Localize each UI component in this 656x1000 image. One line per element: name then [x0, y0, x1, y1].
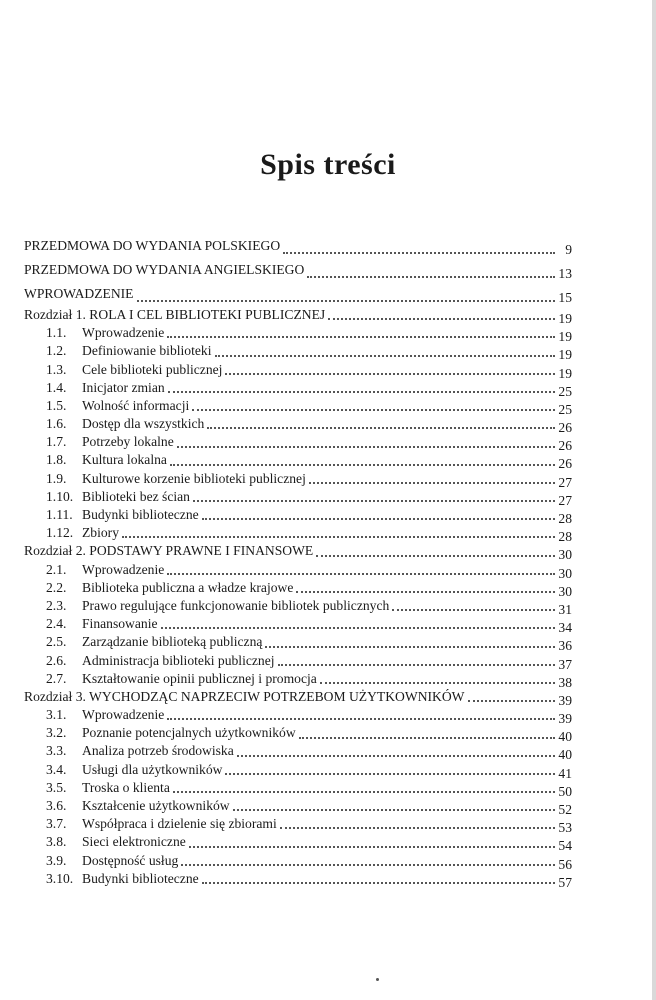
dot-leader: [167, 573, 555, 575]
toc-page-number: 30: [558, 583, 572, 599]
toc-page-number: 37: [558, 656, 572, 672]
toc-page-number: 40: [558, 729, 572, 745]
dot-leader: [177, 446, 555, 448]
section-number: 3.7.: [46, 816, 67, 832]
toc-page-number: 31: [558, 601, 572, 617]
dot-leader: [181, 864, 555, 866]
toc-section: [24, 488, 572, 506]
toc-section: [24, 524, 572, 545]
toc-section: [24, 561, 572, 579]
section-label: Kultura lokalna: [82, 452, 167, 468]
section-label: Troska o klienta: [82, 779, 170, 795]
dot-leader: [225, 373, 555, 375]
section-number: 2.4.: [46, 616, 67, 632]
toc-page-number: 25: [558, 383, 572, 399]
toc-section: [24, 761, 572, 779]
section-number: 3.2.: [46, 725, 67, 741]
toc-section: [24, 797, 572, 818]
section-label: Kształcenie użytkowników: [82, 798, 230, 814]
toc-page-number: 26: [558, 438, 572, 454]
toc-chapter-heading: [24, 306, 572, 324]
section-label: Inicjator zmian: [82, 379, 165, 395]
dot-leader: [137, 300, 556, 302]
toc-section: [24, 324, 572, 345]
section-number: 2.6.: [46, 652, 67, 668]
dot-leader: [189, 846, 555, 848]
toc-section: [24, 415, 572, 436]
toc-page-number: 26: [558, 456, 572, 472]
toc-chapter-label: Rozdział 2. PODSTAWY PRAWNE I FINANSOWE: [24, 543, 314, 559]
section-number: 1.8.: [46, 452, 67, 468]
toc-section: [24, 743, 572, 761]
toc-page-number: 34: [558, 620, 572, 636]
toc-page-number: 15: [558, 290, 572, 305]
section-label: Biblioteka publiczna a władze krajowe: [82, 579, 294, 595]
toc-page-number: 52: [558, 802, 572, 818]
toc-page-number: 39: [558, 711, 572, 727]
toc-page-number: 56: [558, 856, 572, 872]
toc-entry-label: WPROWADZENIE: [24, 286, 134, 301]
section-label: Sieci elektroniczne: [82, 834, 186, 850]
section-number: 1.4.: [46, 379, 67, 395]
toc-entry-label: PRZEDMOWA DO WYDANIA POLSKIEGO: [24, 238, 281, 253]
toc-section: [24, 361, 572, 379]
section-label: Zbiory: [82, 525, 119, 541]
section-number: 2.7.: [46, 670, 67, 686]
section-label: Analiza potrzeb środowiska: [82, 743, 234, 759]
section-label: Dostęp dla wszystkich: [82, 416, 205, 432]
dot-leader: [193, 500, 555, 502]
toc-page-number: 27: [558, 492, 572, 508]
toc-section: [24, 833, 572, 854]
toc-page-number: 36: [558, 638, 572, 654]
toc-page-number: 19: [558, 365, 572, 381]
dot-leader: [468, 700, 556, 702]
section-number: 3.9.: [46, 852, 67, 868]
toc-page-number: 54: [558, 838, 572, 854]
toc-page-number: 19: [558, 310, 572, 326]
dot-leader: [225, 773, 555, 775]
section-number: 1.6.: [46, 416, 67, 432]
dot-leader: [299, 737, 555, 739]
dot-leader: [173, 791, 555, 793]
section-label: Biblioteki bez ścian: [82, 488, 190, 504]
section-label: Poznanie potencjalnych użytkowników: [82, 725, 296, 741]
toc-section: [24, 470, 572, 488]
section-number: 1.5.: [46, 397, 67, 413]
section-label: Administracja biblioteki publicznej: [82, 652, 275, 668]
dot-leader: [122, 536, 555, 538]
section-number: 2.3.: [46, 597, 67, 613]
toc-page-number: 27: [558, 474, 572, 490]
toc-page-number: 25: [558, 401, 572, 417]
toc-page-number: 38: [558, 674, 572, 690]
section-label: Kulturowe korzenie biblioteki publicznej: [82, 470, 306, 486]
dot-leader: [233, 809, 555, 811]
dot-leader: [265, 646, 555, 648]
section-label: Zarządzanie biblioteką publiczną: [82, 634, 263, 650]
dot-leader: [280, 827, 555, 829]
section-number: 1.9.: [46, 470, 67, 486]
section-number: 2.5.: [46, 634, 67, 650]
section-label: Wprowadzenie: [82, 325, 165, 341]
toc-chapter-heading: [24, 542, 572, 563]
toc-entry-front: [24, 258, 572, 282]
dot-leader: [192, 409, 555, 411]
section-label: Prawo regulujące funkcjonowanie bibliotek publicznych: [82, 597, 390, 613]
section-number: 2.1.: [46, 561, 67, 577]
toc-section: [24, 706, 572, 727]
toc-page-number: 30: [558, 565, 572, 581]
toc-section: [24, 652, 572, 670]
toc-chapter-label: Rozdział 3. WYCHODZĄC NAPRZECIW POTRZEBOM UŻYTKOWNIKÓW: [24, 688, 465, 704]
section-label: Dostępność usług: [82, 852, 179, 868]
page-title: Spis treści: [260, 148, 396, 181]
toc-section: [24, 670, 572, 688]
section-label: Cele biblioteki publicznej: [82, 361, 223, 377]
toc-section: [24, 852, 572, 870]
toc-page-number: 26: [558, 420, 572, 436]
toc-section: [24, 870, 572, 888]
toc-section: [24, 724, 572, 745]
toc-section: [24, 597, 572, 615]
section-number: 1.1.: [46, 325, 67, 341]
section-number: 3.3.: [46, 743, 67, 759]
toc-page-number: 13: [558, 266, 572, 281]
toc-page-number: 19: [558, 329, 572, 345]
toc-section: [24, 397, 572, 415]
table-of-contents: [24, 234, 572, 888]
toc-page-number: 28: [558, 511, 572, 527]
dot-leader: [170, 464, 555, 466]
section-number: 3.4.: [46, 761, 67, 777]
section-label: Usługi dla użytkowników: [82, 761, 223, 777]
dot-leader: [307, 276, 555, 278]
section-number: 1.12.: [46, 525, 74, 541]
dot-leader: [309, 482, 555, 484]
dot-leader: [167, 336, 555, 338]
toc-section: [24, 506, 572, 527]
section-label: Budynki biblioteczne: [82, 870, 199, 886]
toc-page-number: 30: [558, 547, 572, 563]
toc-page-number: 57: [558, 874, 572, 890]
dot-leader: [202, 882, 555, 884]
section-number: 1.10.: [46, 488, 74, 504]
dot-leader: [167, 718, 555, 720]
toc-page-number: 53: [558, 820, 572, 836]
print-speck: [376, 978, 379, 981]
toc-entry-front: [24, 282, 572, 306]
toc-section: [24, 633, 572, 654]
dot-leader: [296, 591, 555, 593]
toc-page-number: 39: [558, 692, 572, 708]
dot-leader: [283, 252, 555, 254]
section-label: Współpraca i dzielenie się zbiorami: [82, 816, 277, 832]
section-label: Budynki biblioteczne: [82, 507, 199, 523]
toc-section: [24, 779, 572, 797]
toc-section: [24, 379, 572, 397]
dot-leader: [237, 755, 555, 757]
dot-leader: [320, 682, 555, 684]
section-label: Wolność informacji: [82, 397, 190, 413]
toc-section: [24, 342, 572, 363]
toc-section: [24, 433, 572, 454]
page-edge: [652, 0, 656, 1000]
toc-page-number: 41: [558, 765, 572, 781]
toc-page-number: 28: [558, 529, 572, 545]
toc-section: [24, 615, 572, 636]
section-label: Definiowanie biblioteki: [82, 343, 212, 359]
dot-leader: [316, 555, 555, 557]
toc-entry-label: PRZEDMOWA DO WYDANIA ANGIELSKIEGO: [24, 262, 305, 277]
toc-page-number: 50: [558, 783, 572, 799]
toc-section: [24, 452, 572, 470]
section-number: 1.7.: [46, 434, 67, 450]
toc-entry-front: [24, 234, 572, 258]
toc-page-number: 9: [565, 242, 572, 257]
section-number: 3.8.: [46, 834, 67, 850]
dot-leader: [207, 427, 555, 429]
section-number: 3.5.: [46, 779, 67, 795]
section-number: 3.6.: [46, 798, 67, 814]
toc-page-number: 19: [558, 347, 572, 363]
section-label: Wprowadzenie: [82, 707, 165, 723]
dot-leader: [168, 391, 555, 393]
dot-leader: [278, 664, 555, 666]
section-number: 1.11.: [46, 507, 73, 523]
dot-leader: [215, 355, 556, 357]
section-label: Wprowadzenie: [82, 561, 165, 577]
dot-leader: [161, 627, 555, 629]
dot-leader: [328, 318, 555, 320]
dot-leader: [392, 609, 555, 611]
section-label: Potrzeby lokalne: [82, 434, 174, 450]
section-label: Kształtowanie opinii publicznej i promocja: [82, 670, 317, 686]
dot-leader: [202, 518, 555, 520]
toc-chapter-label: Rozdział 1. ROLA I CEL BIBLIOTEKI PUBLICZNEJ: [24, 306, 326, 322]
section-number: 1.3.: [46, 361, 67, 377]
section-label: Finansowanie: [82, 616, 158, 632]
section-number: 3.10.: [46, 870, 74, 886]
toc-chapter-heading: [24, 688, 572, 706]
toc-page-number: 40: [558, 747, 572, 763]
toc-section: [24, 579, 572, 597]
section-number: 1.2.: [46, 343, 67, 359]
section-number: 3.1.: [46, 707, 67, 723]
section-number: 2.2.: [46, 579, 67, 595]
toc-section: [24, 815, 572, 836]
